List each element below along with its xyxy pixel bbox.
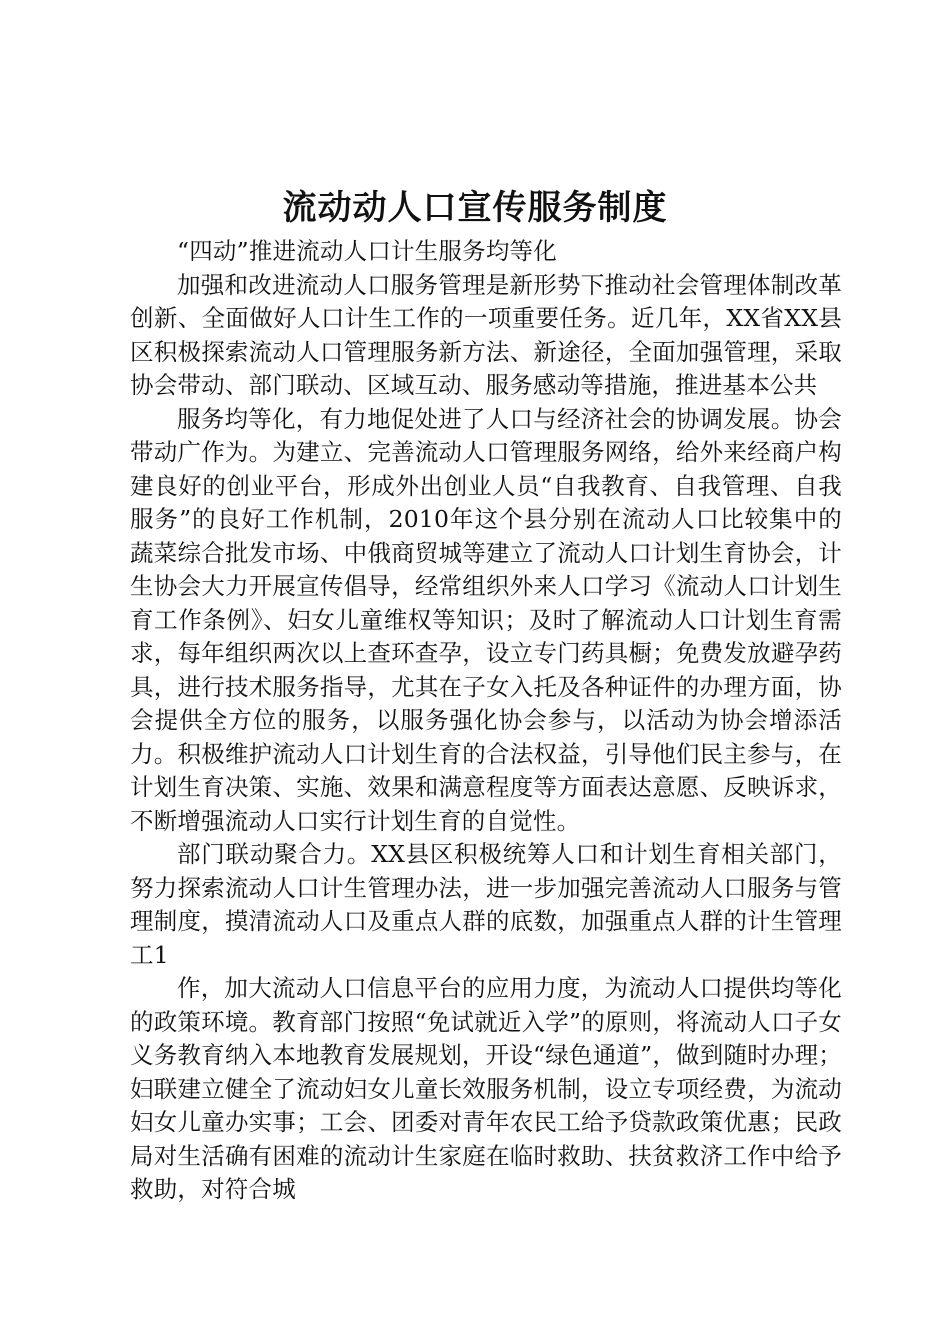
body-paragraph-intro: 加强和改进流动人口服务管理是新形势下推动社会管理体制改革创新、全面做好人口计生工作的一项重要任务。近几年，XX省XX县区积极探索流动人口管理服务新方法、新途径，全面加强管理，采取协会带动、部门联动、区域互动、服务感动等措施，推进基本公共 <box>130 270 842 399</box>
body-paragraph-policy: 作，加大流动人口信息平台的应用力度，为流动人口提供均等化的政策环境。教育部门按照“免试就近入学”的原则，将流动人口子女义务教育纳入本地教育发展规划，开设“绿色通道”，做到随时办理；妇联建立健全了流动妇女儿童长效服务机制，设立专项经费，为流动妇女儿童办实事；工会、团委对青年农民工给予贷款政策优惠；民政局对生活确有困难的流动计生家庭在临时救助、扶贫救济工作中给予救助，对符合城 <box>130 974 842 1203</box>
document-body <box>130 235 842 1207</box>
body-paragraph-association: 服务均等化，有力地促处进了人口与经济社会的协调发展。协会带动广作为。为建立、完善流动人口管理服务网络，给外来经商户构建良好的创业平台，形成外出创业人员“自我教育、自我管理、自我服务”的良好工作机制，2010年这个县分别在流动人口比较集中的蔬菜综合批发市场、中俄商贸城等建立了流动人口计划生育协会，计生协会大力开展宣传倡导，经常组织外来人口学习《流动人口计划生育工作条例》、妇女儿童维权等知识；及时了解流动人口计划生育需求，每年组织两次以上查环查孕，设立专门药具橱；免费发放避孕药具，进行技术服务指导，尤其在子女入托及各种证件的办理方面，协会提供全方位的服务，以服务强化协会参与，以活动为协会增添活力。积极维护流动人口计划生育的合法权益，引导他们民主参与，在计划生育决策、实施、效果和满意程度等方面表达意愿、反映诉求，不断增强流动人口实行计划生育的自觉性。 <box>130 404 842 835</box>
document-title: 流动动人口宣传服务制度 <box>282 188 668 228</box>
body-paragraph-departments: 部门联动聚合力。XX县区积极统筹人口和计划生育相关部门，努力探索流动人口计生管理办法，进一步加强完善流动人口服务与管理制度，摸清流动人口及重点人群的底数，加强重点人群的计生管理工1 <box>130 840 842 969</box>
subtitle-paragraph: “四动”推进流动人口计生服务均等化 <box>177 237 557 265</box>
